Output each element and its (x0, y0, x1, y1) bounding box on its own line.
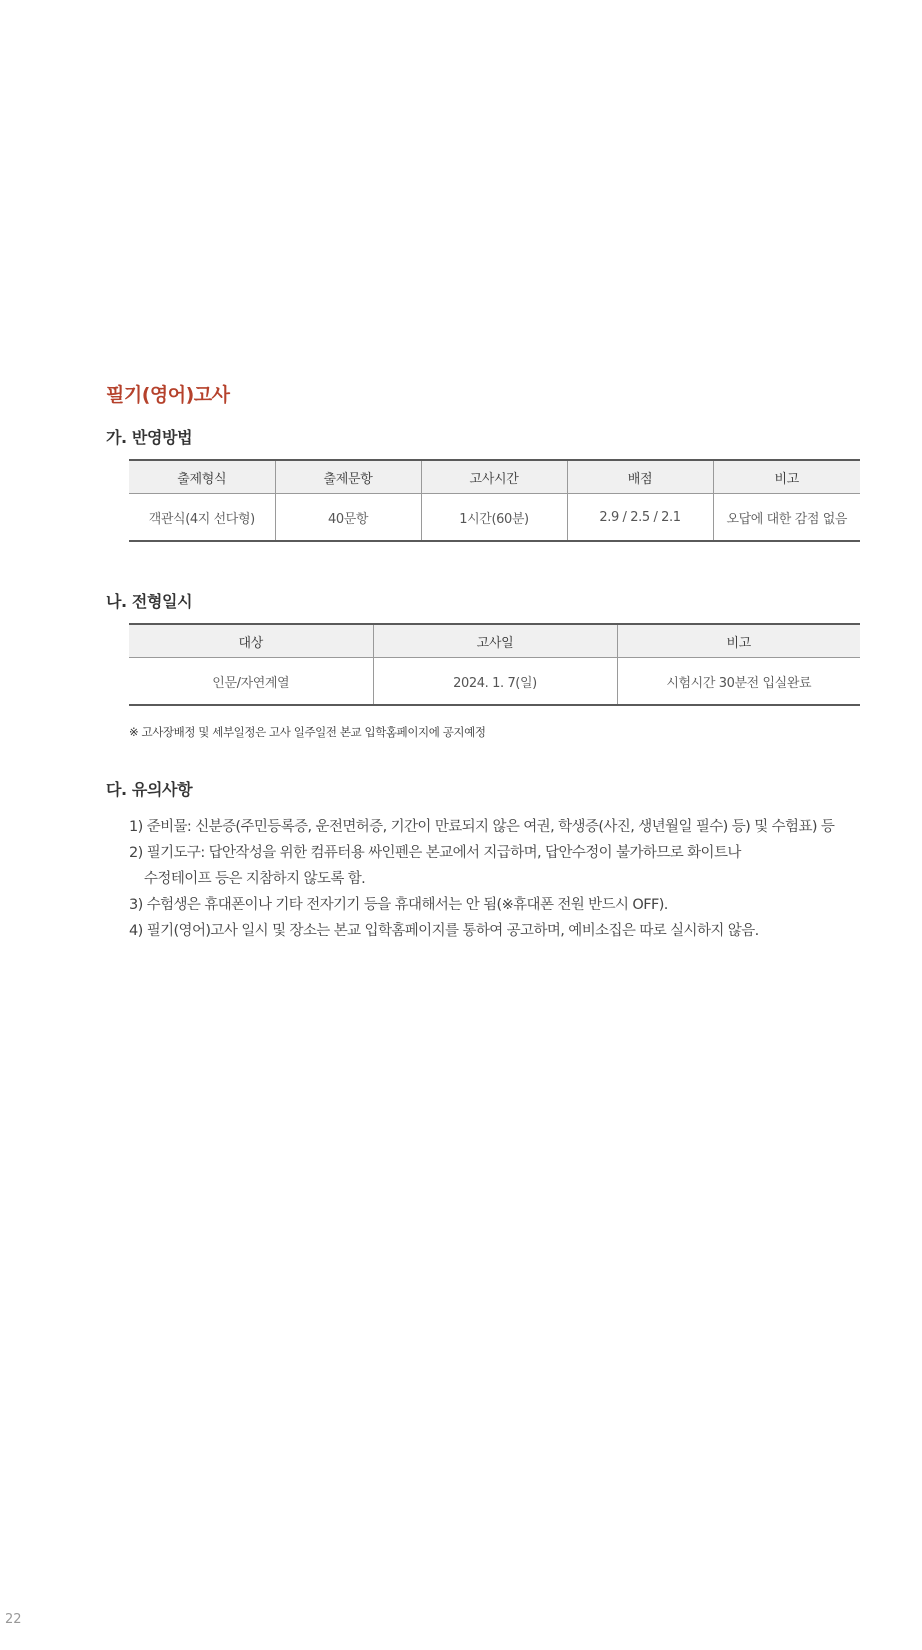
table-cell: 1시간(60분) (421, 494, 567, 542)
column-header: 비고 (617, 624, 860, 658)
table-cell: 객관식(4지 선다형) (129, 494, 275, 542)
precautions-list (129, 814, 869, 944)
table-cell: 40문항 (275, 494, 421, 542)
table-cell: 2024. 1. 7(일) (373, 658, 617, 706)
column-header: 고사일 (373, 624, 617, 658)
column-header: 출제문항 (275, 460, 421, 494)
list-item: 4) 필기(영어)고사 일시 및 장소는 본교 입학홈페이지를 통하여 공고하며, 예비소집은 따로 실시하지 않음. (129, 923, 759, 939)
page-title: 필기(영어)고사 (106, 384, 230, 406)
table-row (129, 494, 860, 542)
column-header: 대상 (129, 624, 373, 658)
schedule-table (129, 623, 860, 706)
section-heading-schedule: 나. 전형일시 (106, 592, 193, 611)
table-row (129, 658, 860, 706)
page-number: 22 (5, 1612, 22, 1627)
table-header-row (129, 460, 860, 494)
table-cell: 2.9 / 2.5 / 2.1 (567, 494, 713, 542)
list-item: 1) 준비물: 신분증(주민등록증, 운전면허증, 기간이 만료되지 않은 여권, 학생증(사진, 생년월일 필수) 등) 및 수험표) 등 (129, 819, 835, 835)
column-header: 출제형식 (129, 460, 275, 494)
column-header: 고사시간 (421, 460, 567, 494)
list-item: 3) 수험생은 휴대폰이나 기타 전자기기 등을 휴대해서는 안 됨(※휴대폰 전원 반드시 OFF). (129, 897, 668, 913)
table-cell: 오답에 대한 감점 없음 (726, 511, 848, 527)
section-heading-precautions: 다. 유의사항 (106, 780, 193, 799)
column-header: 배점 (567, 460, 713, 494)
reflection-method-table (129, 459, 860, 542)
column-header: 비고 (713, 460, 860, 494)
list-item: 2) 필기도구: 답안작성을 위한 컴퓨터용 싸인펜은 본교에서 지급하며, 답안수정이 불가하므로 화이트나 (129, 845, 741, 861)
table-header-row (129, 624, 860, 658)
table-cell: 시험시간 30분전 입실완료 (666, 675, 812, 691)
schedule-note: ※ 고사장배정 및 세부일정은 고사 일주일전 본교 입학홈페이지에 공지예정 (129, 725, 486, 739)
section-heading-reflection-method: 가. 반영방법 (106, 428, 193, 447)
table-cell: 인문/자연계열 (129, 658, 373, 706)
list-item-continuation: 수정테이프 등은 지참하지 않도록 함. (144, 871, 366, 887)
